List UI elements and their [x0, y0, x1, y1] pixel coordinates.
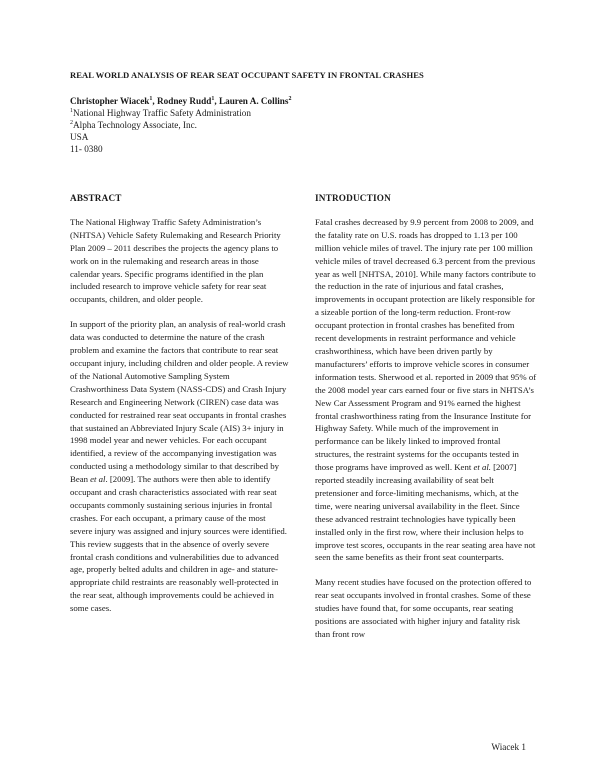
- author-name: Lauren A. Collins: [218, 96, 289, 106]
- affiliation-mark: 1: [70, 107, 73, 114]
- author-name: Rodney Rudd: [156, 96, 212, 106]
- introduction-heading: INTRODUCTION: [315, 193, 391, 203]
- author-list: [70, 95, 370, 107]
- introduction-section: [315, 192, 537, 653]
- affiliation: [70, 119, 370, 131]
- author-affiliation-mark: 2: [288, 95, 292, 102]
- abstract-text: . [2009]. The authors were then able to identify occupant and crash characteristics associated with rear seat occupants commonly sustaining serious injuries in frontal crashes. For each occupant, a primary cause of the most severe injury was assigned and injury sources were identified. This review suggests that in the absence of overly severe frontal crash conditions and vulnerabilities due to advanced age, properly belted adults and children in age- and stature-appropriate child restraints are reasonably well-protected in the rear seat, although improvements could be achieved in some cases.: [70, 474, 287, 614]
- introduction-text: Fatal crashes decreased by 9.9 percent from 2008 to 2009, and the fatality rate on U.S. roads has dropped to 1.13 per 100 million vehicle miles of travel. The injury rate per 100 million vehicle miles of travel decreased 6.3 percent from the previous year as well [NHTSA, 2010]. While many factors contribute to the reduction in the rate of injurious and fatal crashes, improvements in occupant protection are likely responsible for a sizeable portion of the long-term reduction. Front-row occupant protection in frontal crashes has benefited from recent developments in restraint performance and vehicle crashworthiness, which have been driven partly by manufacturers’ efforts to improve vehicle scores in consumer information tests. Sherwood et al. reported in 2009 that 95% of the 2008 model year cars earned four or five stars in NHTSA’s New Car Assessment Program and 91% earned the highest frontal crashworthiness rating from the Insurance Institute for Highway Safety. While much of the improvement in performance can be likely linked to improved frontal structures, the restraint systems for the occupants tested in those programs have improved as well. Kent: [315, 216, 537, 473]
- author-separator: ,: [152, 96, 157, 106]
- affiliation-text: Alpha Technology Associate, Inc.: [73, 120, 197, 130]
- author-name: Christopher Wiacek: [70, 96, 150, 106]
- introduction-paragraph: [315, 216, 537, 564]
- paper-title: REAL WORLD ANALYSIS OF REAR SEAT OCCUPANT SAFETY IN FRONTAL CRASHES: [70, 70, 424, 80]
- abstract-section: [70, 192, 290, 627]
- introduction-italic-text: et al.: [473, 462, 491, 473]
- abstract-italic-text: et al: [90, 474, 106, 485]
- affiliation-mark: 2: [70, 119, 73, 126]
- abstract-text: In support of the priority plan, an analysis of real-world crash data was conducted to determine the nature of the crash problem and examine the factors that contribute to rear seat occupant injury, including children and older people. A review of the National Automotive Sampling System Crashworthiness Data System (NASS-CDS) and Crash Injury Research and Engineering Network (CIREN) case data was conducted for restrained rear seat occupants in frontal crashes that sustained an Abbreviated Injury Scale (AIS) 3+ injury in 1998 model year and newer vehicles. For each occupant identified, a review of the accompanying investigation was conducted using a methodology similar to that described by Bean: [70, 319, 289, 485]
- author-block: [70, 95, 370, 155]
- country: USA: [70, 132, 89, 142]
- introduction-text: [2007] reported steadily increasing availability of seat belt pretensioner and force-limiting mechanisms, which, at the time, were nearing universal availability in the fleet. Since these advanced restraint technologies have typically been installed only in the first row, where their inclusion helps to improve test scores, occupants in the rear seating area have not seen the same benefits as their front seat counterparts.: [315, 462, 536, 563]
- introduction-paragraph: Many recent studies have focused on the protection offered to rear seat occupants involved in frontal crashes. Some of these studies have found that, for some occupants, rear seating positions are associated with higher injury and fatality risk than front row: [315, 577, 532, 639]
- author-affiliation-mark: 1: [211, 95, 215, 102]
- abstract-paragraph: [70, 318, 290, 615]
- author-separator: ,: [214, 96, 219, 106]
- page-footer: Wiacek 1: [491, 742, 526, 752]
- abstract-heading: ABSTRACT: [70, 193, 122, 203]
- abstract-paragraph: The National Highway Traffic Safety Administration’s (NHTSA) Vehicle Safety Rulemaking and Research Priority Plan 2009 – 2011 describes the projects the agency plans to work on in the rulemaking and research areas in those calendar years. Specific programs identified in the plan included research to improve vehicle safety for rear seat occupants, children, and older people.: [70, 216, 281, 305]
- paper-number: 11- 0380: [70, 144, 103, 154]
- author-affiliation-mark: 1: [149, 95, 153, 102]
- affiliation-text: National Highway Traffic Safety Administration: [73, 108, 251, 118]
- affiliation: [70, 107, 370, 119]
